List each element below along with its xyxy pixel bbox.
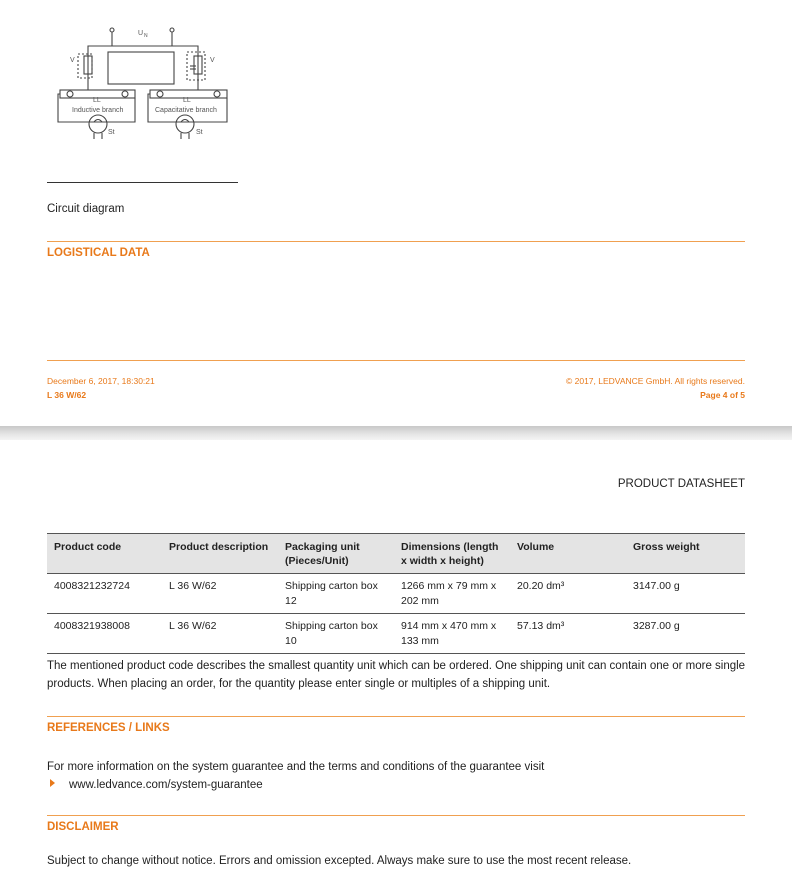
- cell-product-description: L 36 W/62: [162, 614, 278, 654]
- table-header-row: [47, 534, 745, 574]
- header-product-description: Product description: [162, 534, 278, 574]
- cell-product-code: 4008321232724: [47, 574, 162, 614]
- ll-left-label: LL: [93, 97, 101, 104]
- header-gross-weight: Gross weight: [626, 534, 745, 574]
- quantity-note: The mentioned product code describes the smallest quantity unit which can be ordered. One shipping unit can contain one or more single products. When placing an order, for the quantity please enter single or multiples of a shipping unit.: [47, 660, 746, 690]
- footer-copyright: © 2017, LEDVANCE GmbH. All rights reserved.: [565, 376, 745, 386]
- un-sub-label: N: [144, 33, 148, 39]
- cell-dimensions: 1266 mm x 79 mm x 202 mm: [394, 574, 510, 614]
- references-text: For more information on the system guarantee and the terms and conditions of the guarantee visit: [47, 761, 545, 773]
- section-divider: [47, 815, 745, 816]
- header-product-code: Product code: [47, 534, 162, 574]
- references-heading: REFERENCES / LINKS: [47, 722, 170, 734]
- cell-gross-weight: 3287.00 g: [626, 614, 745, 654]
- guarantee-link[interactable]: www.ledvance.com/system-guarantee: [69, 779, 263, 791]
- cell-product-code: 4008321938008: [47, 614, 162, 654]
- footer-product: L 36 W/62: [47, 390, 87, 400]
- cell-volume: 20.20 dm³: [510, 574, 626, 614]
- circuit-diagram: [50, 22, 235, 142]
- cell-packaging-unit: Shipping carton box 10: [278, 614, 394, 654]
- header-dimensions: Dimensions (length x width x height): [394, 534, 510, 574]
- header-packaging-unit: Packaging unit (Pieces/Unit): [278, 534, 394, 574]
- header-volume: Volume: [510, 534, 626, 574]
- caption-divider: [47, 182, 238, 183]
- section-divider: [47, 241, 745, 242]
- cell-product-description: L 36 W/62: [162, 574, 278, 614]
- inductive-branch-label: Inductive branch: [72, 107, 124, 114]
- table-row: [47, 574, 745, 614]
- st-left-label: St: [108, 129, 115, 136]
- footer-page-number: Page 4 of 5: [700, 390, 745, 400]
- ll-right-label: LL: [183, 97, 191, 104]
- disclaimer-text: Subject to change without notice. Errors and omission excepted. Always make sure to use the most recent release.: [47, 855, 632, 867]
- un-label: U: [138, 30, 144, 37]
- datasheet-header: PRODUCT DATASHEET: [617, 478, 745, 490]
- cell-packaging-unit: Shipping carton box 12: [278, 574, 394, 614]
- footer-divider: [47, 360, 745, 361]
- footer-date: December 6, 2017, 18:30:21: [47, 376, 155, 386]
- logistical-data-heading: LOGISTICAL DATA: [47, 247, 150, 259]
- disclaimer-heading: DISCLAIMER: [47, 821, 119, 833]
- logistical-data-table: [47, 533, 745, 654]
- v-left-label: V: [70, 57, 75, 64]
- diagram-caption: Circuit diagram: [47, 203, 125, 215]
- cell-dimensions: 914 mm x 470 mm x 133 mm: [394, 614, 510, 654]
- cell-gross-weight: 3147.00 g: [626, 574, 745, 614]
- capacitative-branch-label: Capacitative branch: [155, 107, 217, 114]
- table-row: [47, 614, 745, 654]
- v-right-label: V: [210, 57, 215, 64]
- cell-volume: 57.13 dm³: [510, 614, 626, 654]
- st-right-label: St: [196, 129, 203, 136]
- bullet-arrow-icon: [50, 779, 55, 787]
- section-divider: [47, 716, 745, 717]
- page-break: [0, 426, 792, 440]
